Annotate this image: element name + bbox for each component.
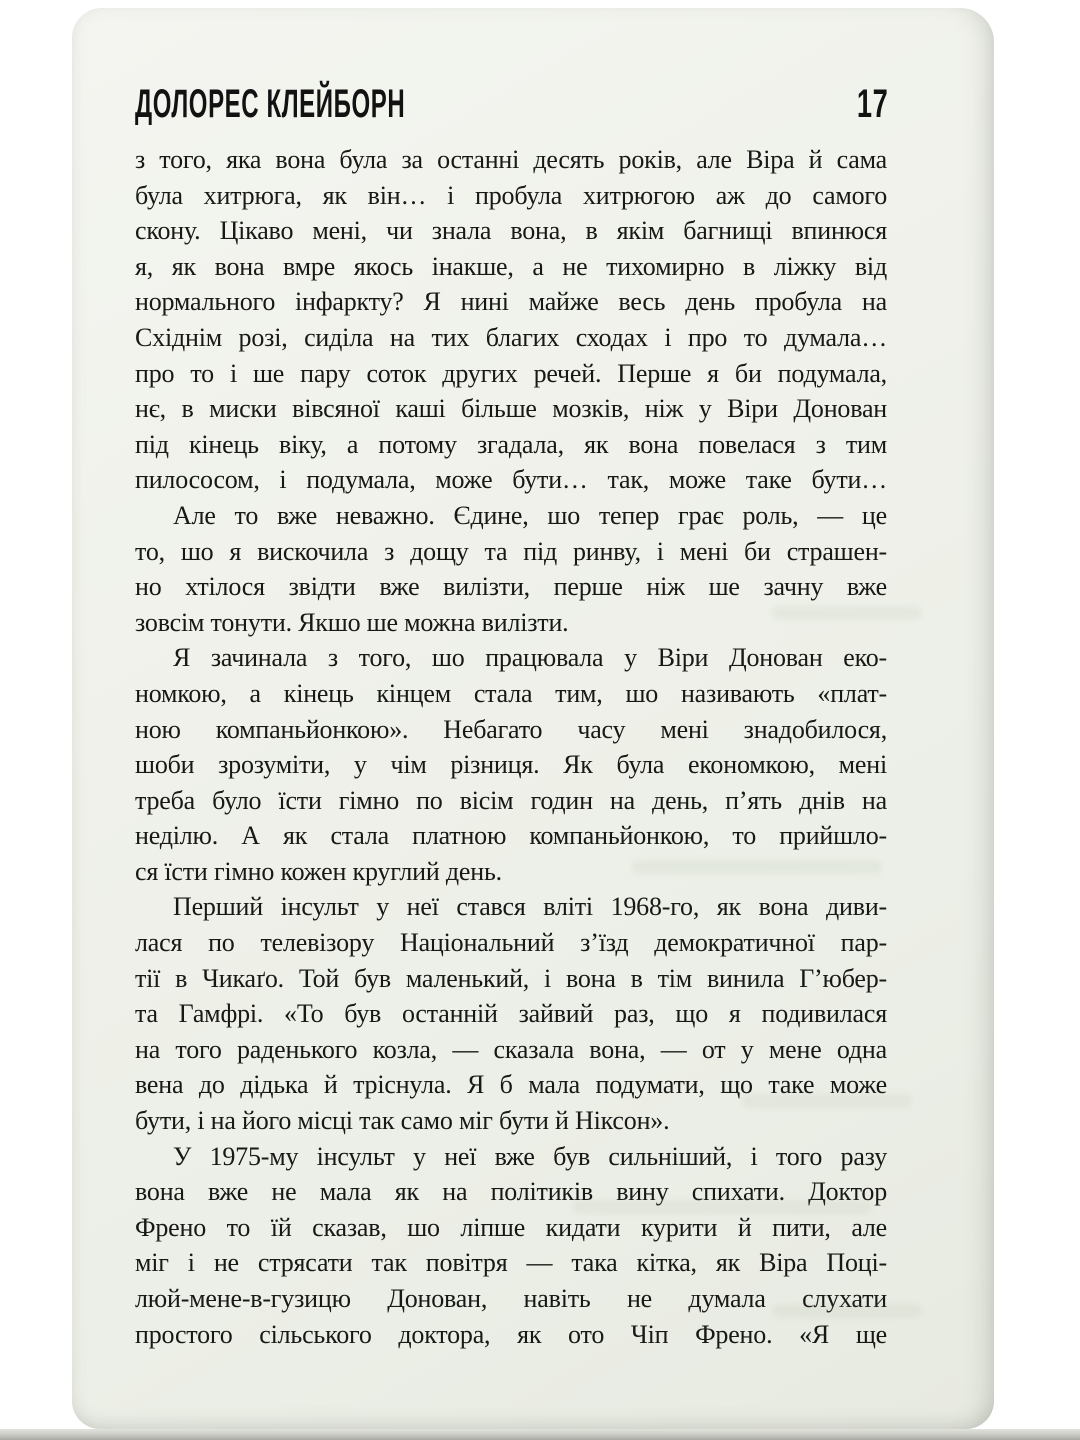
text-line: та Гамфрі. «То був останній зайвий раз, що я подивилася	[135, 999, 887, 1029]
text-line: зовсім тонути. Якшо ше можна вилізти.	[135, 607, 569, 637]
book-page	[72, 8, 994, 1429]
page-header	[135, 84, 888, 124]
show-through-smudge	[632, 860, 882, 874]
body-text	[135, 142, 887, 1352]
text-line: скону. Цікаво мені, чи знала вона, в якім багнищі впинюся	[135, 216, 887, 246]
text-line: Але то вже неважно. Єдине, шо тепер грає роль, — це	[173, 500, 887, 530]
text-line: вена до дідька й тріснула. Я б мала подумати, що таке може	[135, 1070, 887, 1100]
text-line: я, як вона вмре якось інакше, а не тихомирно в ліжку від	[135, 251, 887, 281]
paragraph	[135, 142, 887, 498]
page-number: 17	[856, 82, 888, 126]
text-line: бути, і на його місці так само міг бути й Ніксон».	[135, 1106, 670, 1136]
text-line: була хитрюга, як він… і пробула хитрюгою аж до самого	[135, 180, 887, 210]
show-through-smudge	[572, 1200, 872, 1214]
text-line: номкою, а кінець кінцем стала тим, шо називають «плат-	[135, 678, 887, 708]
text-line: неділю. А як стала платною компаньйонкою, то прийшло-	[135, 821, 887, 851]
text-line: тії в Чикаґо. Той був маленький, і вона в тім винила Г’юбер-	[135, 963, 887, 993]
show-through-smudge	[772, 1304, 922, 1318]
text-line: Перший інсульт у неї стався вліті 1968-го, як вона диви-	[173, 892, 887, 922]
text-line: люй-мене-в-гузицю Донован, навіть не думала слухати	[135, 1284, 887, 1313]
text-line: ся їсти гімно кожен круглий день.	[135, 856, 502, 886]
show-through-smudge	[742, 1094, 912, 1108]
text-line: Френо то їй сказав, шо ліпше кидати курити й пити, але	[135, 1212, 887, 1242]
text-line: пилососом, і подумала, може бути… так, може таке бути…	[135, 465, 887, 495]
show-through-smudge	[772, 606, 922, 620]
paragraph	[135, 640, 887, 889]
text-line: вона вже не мала як на політиків вину спихати. Доктор	[135, 1177, 887, 1207]
text-line: ною компаньйонкою». Небагато часу мені знадобилося,	[135, 714, 887, 744]
text-line: шоби зрозуміти, у чім різниця. Як була економкою, мені	[135, 750, 887, 780]
text-line: У 1975-му інсульт у неї вже був сильніший, і того разу	[173, 1141, 887, 1171]
text-line: з того, яка вона була за останні десять років, але Віра й сама	[135, 145, 887, 174]
text-line: простого сільського доктора, як ото Чіп Френо. «Я ще	[135, 1319, 887, 1349]
text-line: про то і ше пару соток других речей. Перше я би подумала,	[135, 358, 887, 388]
text-line: лася по телевізору Національний з’їзд демократичної пар-	[135, 928, 887, 958]
text-line: нє, в миски вівсяної каші більше мозків, ніж у Віри Донован	[135, 394, 887, 424]
text-line: но хтілося звідти вже вилізти, перше ніж ше зачну вже	[135, 572, 887, 602]
text-line: міг і не стрясати так повітря — така кітка, як Віра Поці-	[135, 1248, 887, 1278]
text-line: під кінець віку, а потому згадала, як вона повелася з тим	[135, 429, 887, 459]
running-title: ДОЛОРЕС КЛЕЙБОРН	[135, 82, 406, 126]
paragraph	[135, 1139, 887, 1353]
text-line: Східнім розі, сиділа на тих благих сходах і про то думала…	[135, 322, 887, 352]
paragraph	[135, 498, 887, 640]
text-line: треба було їсти гімно по вісім годин на день, п’ять днів на	[135, 785, 887, 815]
text-line: Я зачинала з того, шо працювала у Віри Донован еко-	[173, 643, 887, 673]
text-line: нормального інфаркту? Я нині майже весь день пробула на	[135, 287, 887, 317]
text-line: то, шо я вискочила з дощу та під ринву, і мені би страшен-	[135, 536, 887, 566]
photo-edge-strip	[0, 1429, 1080, 1440]
text-line: на того раденького козла, — сказала вона, — от у мене одна	[135, 1034, 887, 1064]
